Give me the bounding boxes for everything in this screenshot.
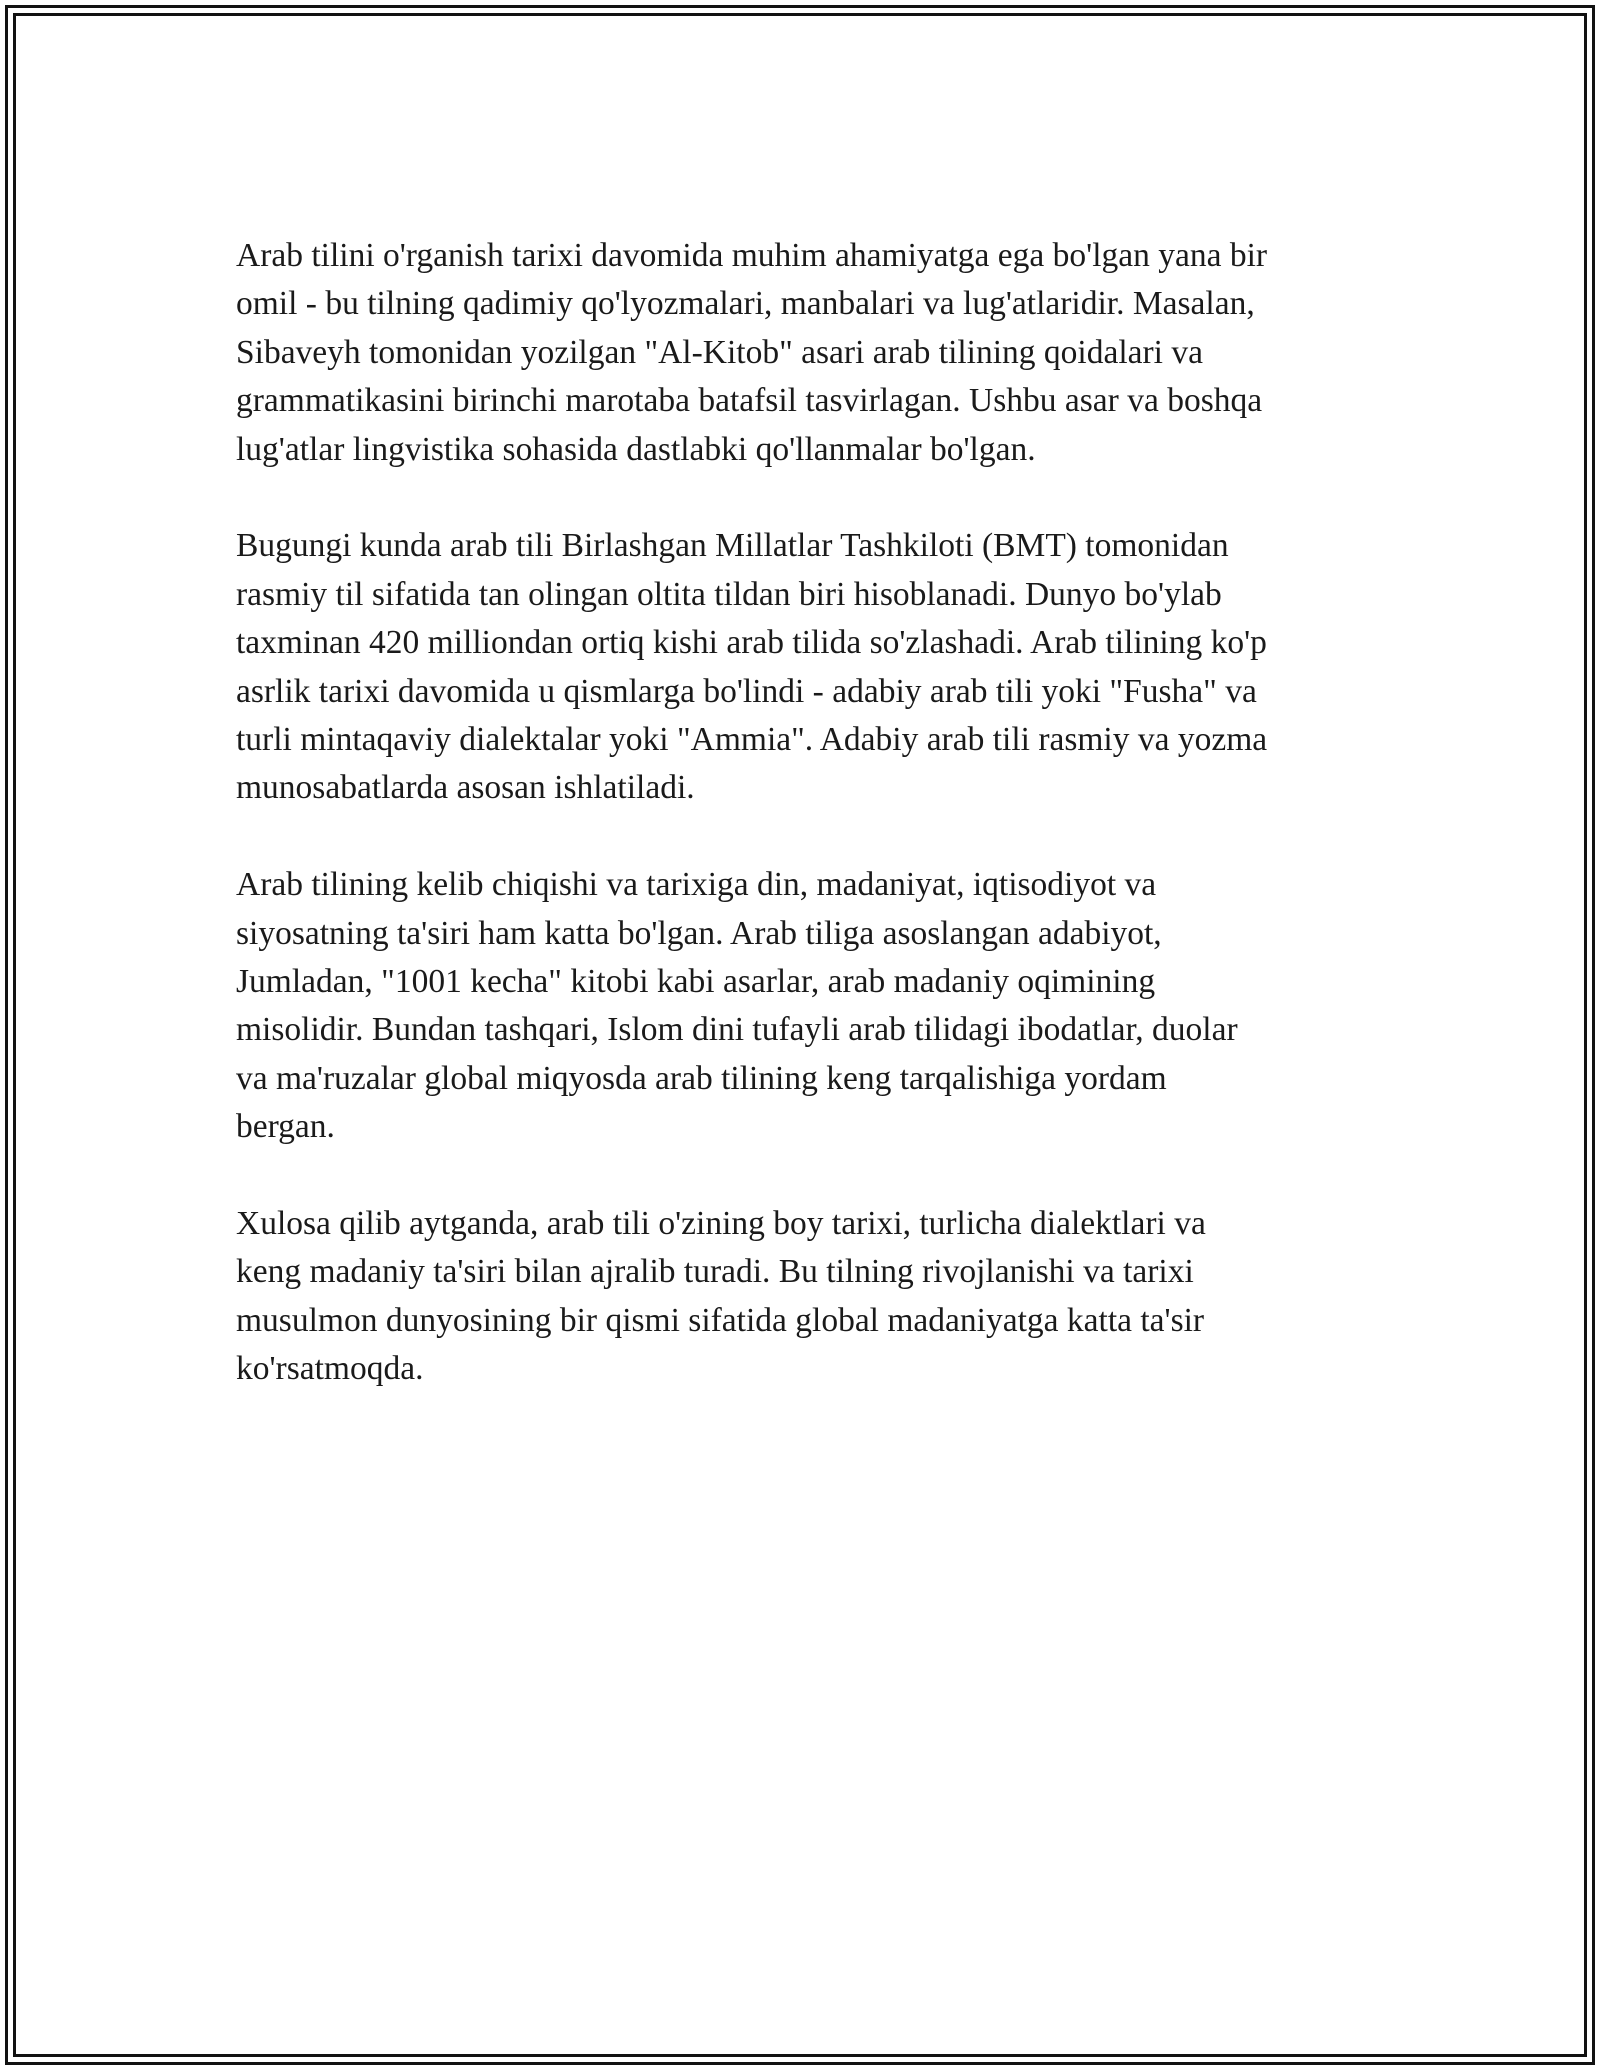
paragraph-1: Arab tilini o'rganish tarixi davomida muhim ahamiyatga ega bo'lgan yana bir omil - bu tilning qadimiy qo'lyozmalari, manbalari va lug'atlaridir. Masalan, Sibaveyh tomonidan yozilgan "Al-Kitob" asari arab tilining qoidalari va grammatikasini birinchi marotaba batafsil tasvirlagan. Ushbu asar va boshqa lug'atlar lingvistika sohasida dastlabki qo'llanmalar bo'lgan. bbox=[236, 237, 1268, 468]
paragraph-4: Xulosa qilib aytganda, arab tili o'zining boy tarixi, turlicha dialektlari va keng madaniy ta'siri bilan ajralib turadi. Bu tilning rivojlanishi va tarixi musulmon dunyosining bir qismi sifatida global madaniyatga katta ta'sir ko'rsatmoqda. bbox=[236, 1205, 1206, 1388]
document-body bbox=[236, 232, 1376, 1442]
paragraph-3: Arab tilining kelib chiqishi va tarixiga din, madaniyat, iqtisodiyot va siyosatning ta'siri ham katta bo'lgan. Arab tiliga asoslangan adabiyot, Jumladan, "1001 kecha" kitobi kabi asarlar, arab madaniy oqimining misolidir. Bundan tashqari, Islom dini tufayli arab tilidagi ibodatlar, duolar va ma'ruzalar global miqyosda arab tilining keng tarqalishiga yordam bergan. bbox=[236, 866, 1238, 1146]
paragraph-2: Bugungi kunda arab tili Birlashgan Millatlar Tashkiloti (BMT) tomonidan rasmiy til sifatida tan olingan oltita tildan biri hisoblanadi. Dunyo bo'ylab taxminan 420 milliondan ortiq kishi arab tilida so'zlashadi. Arab tilining ko'p asrlik tarixi davomida u qismlarga bo'lindi - adabiy arab tili yoki "Fusha" va turli mintaqaviy dialektalar yoki "Ammia". Adabiy arab tili rasmiy va yozma munosabatlarda asosan ishlatiladi. bbox=[236, 527, 1268, 807]
